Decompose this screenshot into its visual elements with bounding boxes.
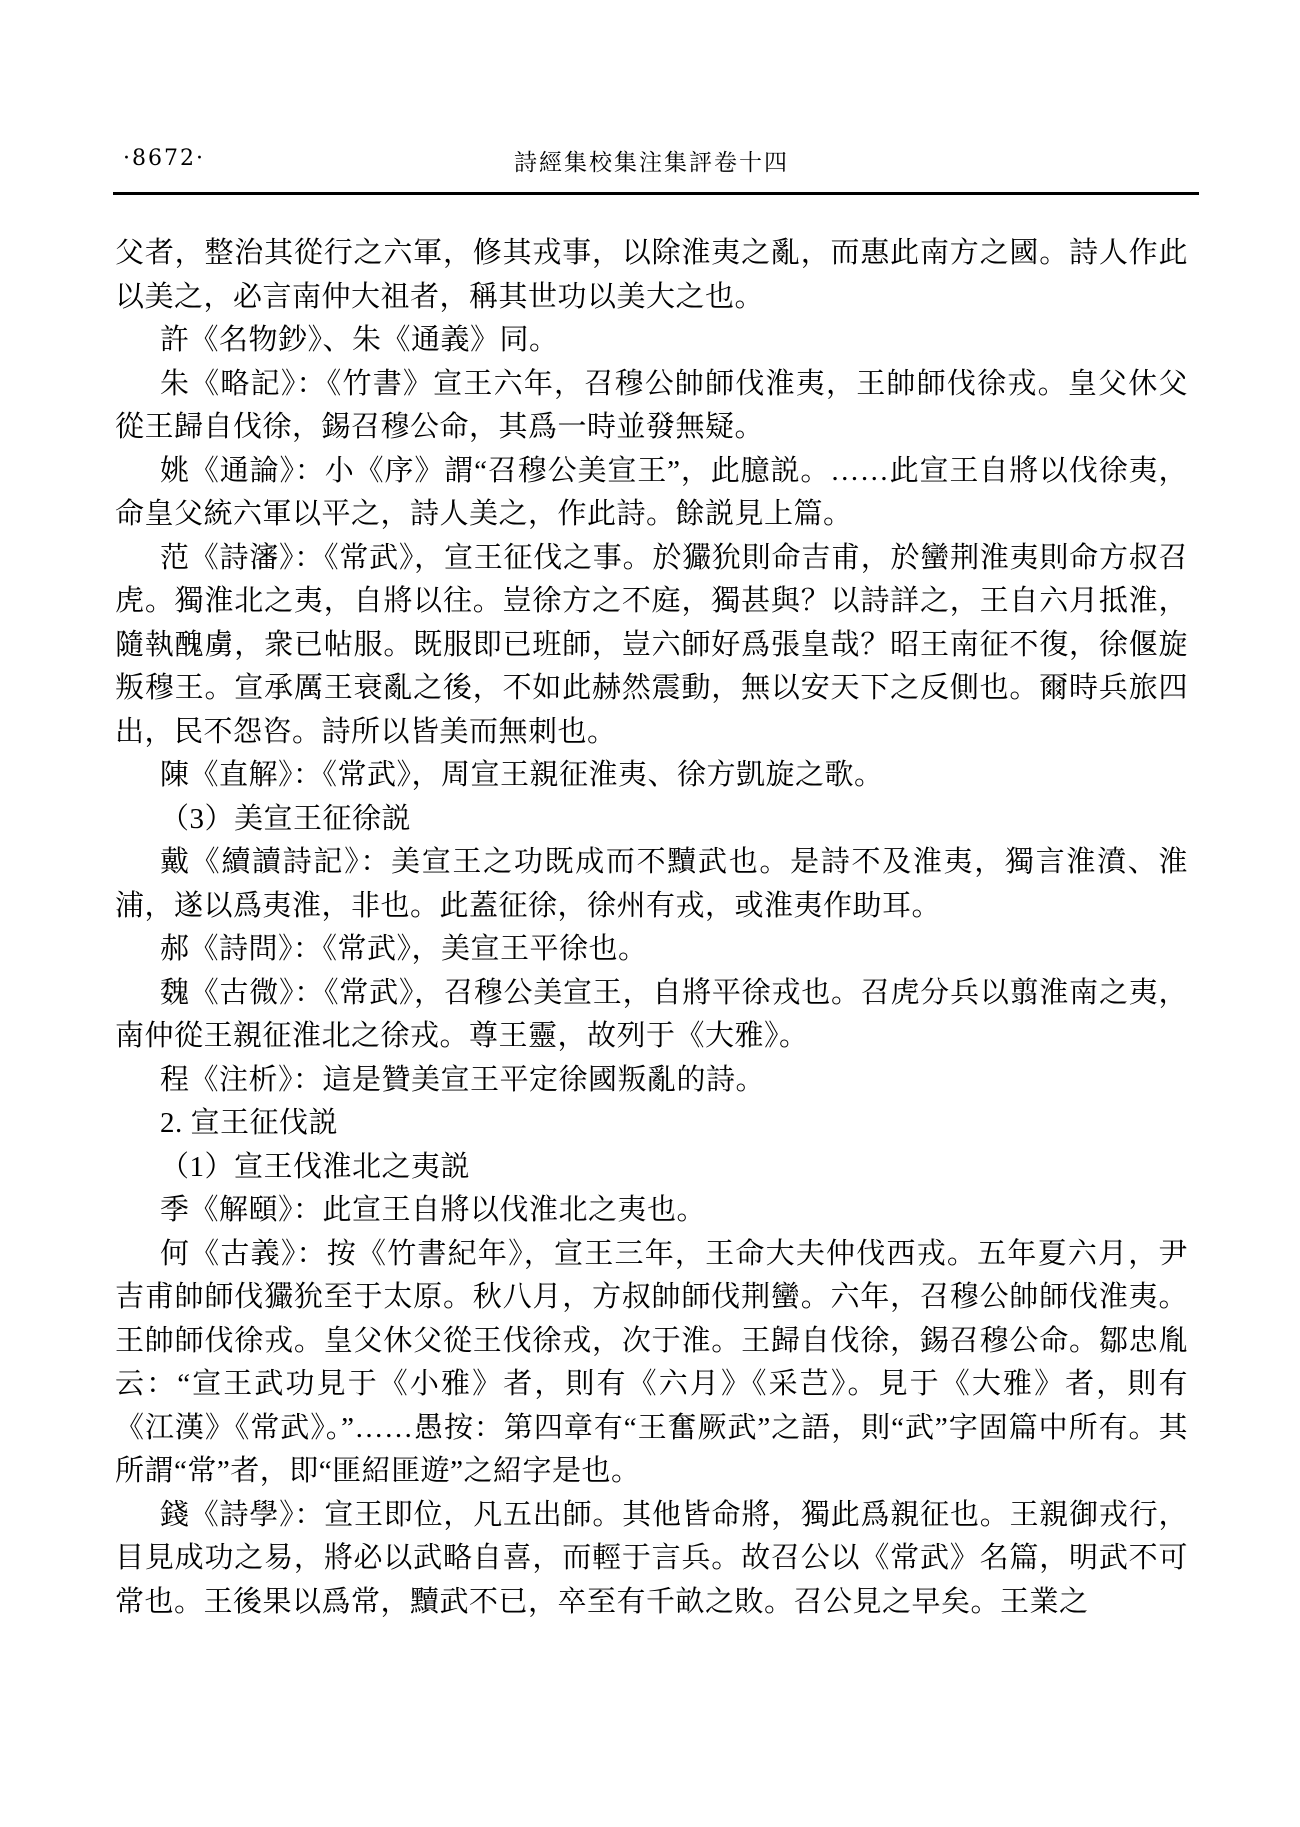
- paragraph: 父者，整治其從行之六軍，修其戎事，以除淮夷之亂，而惠此南方之國。詩人作此以美之，必言南仲大祖者，稱其世功以美大之也。: [115, 237, 1188, 313]
- paragraph: 戴《續讀詩記》：美宣王之功既成而不黷武也。是詩不及淮夷，獨言淮濆、淮浦，遂以爲夷淮，非也。此蓋征徐，徐州有戎，或淮夷作助耳。: [115, 846, 1188, 922]
- body-text: [115, 232, 1188, 1624]
- paragraph: 何《古義》：按《竹書紀年》，宣王三年，王命大夫仲伐西戎。五年夏六月，尹吉甫帥師伐玁狁至于太原。秋八月，方叔帥師伐荆蠻。六年，召穆公帥師伐淮夷。王帥師伐徐戎。皇父休父從王伐徐戎，次于淮。王歸自伐徐，錫召穆公命。鄒忠胤云：“宣王武功見于《小雅》者，則有《六月》《采芑》。見于《大雅》者，則有《江漢》《常武》。”……愚按：第四章有“王奮厥武”之語，則“武”字固篇中所有。其所謂“常”者，即“匪紹匪遊”之紹字是也。: [115, 1237, 1188, 1487]
- paragraph: 魏《古微》：《常武》，召穆公美宣王，自將平徐戎也。召虎分兵以翦淮南之夷，南仲從王親征淮北之徐戎。尊王靈，故列于《大雅》。: [115, 976, 1188, 1052]
- paragraph: 朱《略記》：《竹書》宣王六年，召穆公帥師伐淮夷，王帥師伐徐戎。皇父休父從王歸自伐徐，錫召穆公命，其爲一時並發無疑。: [115, 367, 1188, 443]
- header-separator-rule: [113, 192, 1199, 195]
- page-header: [115, 140, 1188, 174]
- paragraph: 范《詩瀋》：《常武》，宣王征伐之事。於玁狁則命吉甫，於蠻荆淮夷則命方叔召虎。獨淮北之夷，自將以往。豈徐方之不庭，獨甚與？以詩詳之，王自六月抵淮，隨執醜虜，衆已帖服。既服即已班師，豈六師好爲張皇哉？昭王南征不復，徐偃旋叛穆王。宣承厲王衰亂之後，不如此赫然震動，無以安天下之反側也。爾時兵旅四出，民不怨咨。詩所以皆美而無刺也。: [115, 541, 1188, 748]
- running-title: 詩經集校集注集評卷十四: [514, 150, 789, 175]
- section-heading: （1）宣王伐淮北之夷説: [159, 1150, 470, 1183]
- paragraph: 季《解頤》：此宣王自將以伐淮北之夷也。: [159, 1194, 706, 1226]
- paragraph: 程《注析》：這是贊美宣王平定徐國叛亂的詩。: [159, 1063, 765, 1096]
- paragraph: 許《名物鈔》、朱《通義》同。: [159, 324, 559, 356]
- paragraph: 錢《詩學》：宣王即位，凡五出師。其他皆命將，獨此爲親征也。王親御戎行，目見成功之易，將必以武略自喜，而輕于言兵。故召公以《常武》名篇，明武不可常也。王後果以爲常，黷武不已，卒至有千畝之敗。召公見之早矣。王業之: [115, 1498, 1188, 1618]
- paragraph: 郝《詩問》：《常武》，美宣王平徐也。: [159, 933, 648, 965]
- paragraph: 姚《通論》：小《序》謂“召穆公美宣王”，此臆説。……此宣王自將以伐徐夷，命皇父統六軍以平之，詩人美之，作此詩。餘説見上篇。: [115, 454, 1188, 530]
- section-heading: （3）美宣王征徐説: [159, 802, 411, 835]
- section-heading: 2. 宣王征伐説: [159, 1107, 338, 1139]
- paragraph: 陳《直解》：《常武》，周宣王親征淮夷、徐方凱旋之歌。: [159, 759, 884, 791]
- page-number: ·8672·: [123, 146, 205, 171]
